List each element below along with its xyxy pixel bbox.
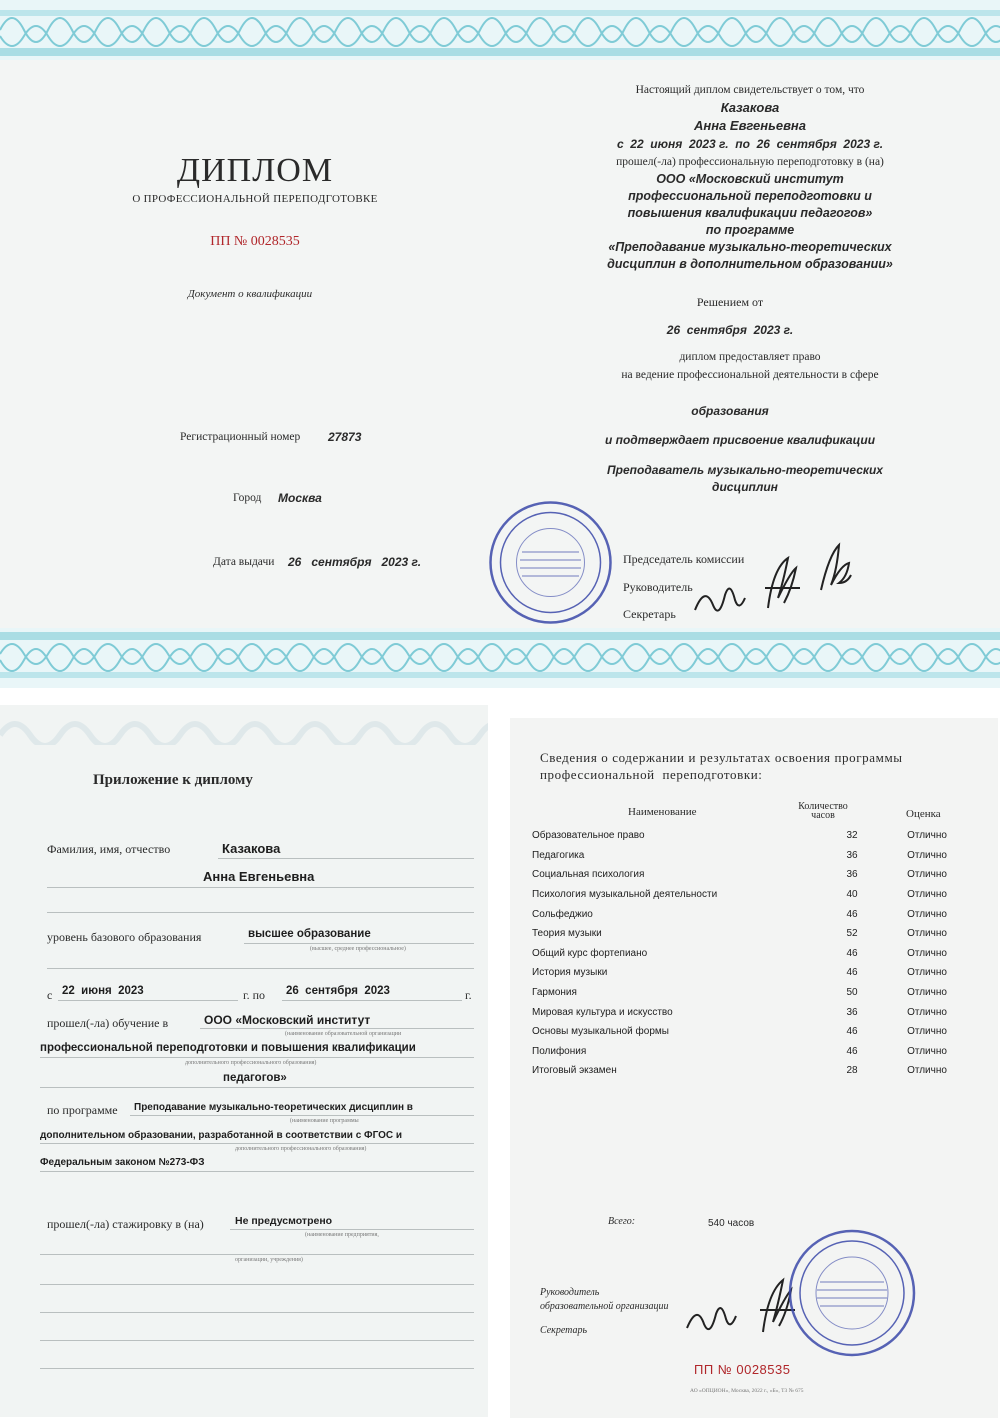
to-prefix: г. по [243,988,265,1002]
subject-grade: Отлично [907,1026,947,1038]
total-value: 540 часов [708,1218,755,1229]
doc-type: Документ о квалификации [187,288,313,300]
table-row [532,924,972,944]
subject-grade: Отлично [907,1065,947,1077]
table-row [532,826,972,846]
program-line-1: «Преподавание музыкально-теоретических [608,240,892,254]
subject-grade: Отлично [907,928,947,940]
city-value: Москва [278,491,322,505]
decorative-top-band [0,0,1000,60]
intro-text: Настоящий диплом свидетельствует о том, что [635,84,865,96]
diploma-spread [0,0,1000,688]
table-row [532,1042,972,1062]
subject-hours: 50 [846,987,858,999]
table-row [532,1061,972,1081]
passed-text: прошел(-ла) профессиональную переподготовку в (на) [616,156,884,168]
total-label: Всего: [608,1216,636,1227]
base-education-label: уровень базового образования [47,930,202,944]
subject-grade: Отлично [907,869,947,881]
diploma-subtitle: О ПРОФЕССИОНАЛЬНОЙ ПЕРЕПОДГОТОВКЕ [132,193,378,205]
chair-signature [815,540,865,605]
table-row [532,846,972,866]
org-line-1: ООО «Московский институт [656,172,844,186]
reg-number-label: Регистрационный номер [180,431,301,443]
results-heading-2: профессиональной переподготовки: [540,767,763,782]
org-hint-2: дополнительного профессионального образования) [185,1060,317,1066]
table-row [532,983,972,1003]
subject-hours: 46 [846,908,858,920]
subject-name: Сольфеджио [532,908,593,920]
internship-hint-2: организации, учреждения) [235,1257,303,1263]
diploma-number: ПП № 0028535 [210,234,300,249]
subject-name: Общий курс фортепиано [532,947,648,959]
printer-info: АО «ОПЦИОН», Москва, 2022 г., «Б», Т3 № 675 [690,1388,804,1394]
head-label-2: образовательной организации [540,1301,669,1312]
from-date: 22 июня 2023 [62,985,144,997]
subject-hours: 46 [846,1045,858,1057]
holder-surname: Казакова [720,100,780,115]
table-row [532,1002,972,1022]
fio-surname: Казакова [222,841,281,856]
sphere-value: образования [691,404,769,418]
subject-hours: 36 [846,849,858,861]
org-line-2: профессиональной переподготовки и [628,189,872,203]
study-org-2: профессиональной переподготовки и повышения квалификации [40,1042,416,1054]
subject-name: Основы музыкальной формы [532,1026,669,1038]
col-name-header: Наименование [628,806,697,818]
base-education-value: высшее образование [248,928,371,940]
internship-value: Не предусмотрено [235,1215,333,1227]
secretary-label-2: Секретарь [540,1325,588,1336]
table-row [532,904,972,924]
decorative-watermark-band [0,705,488,745]
subject-name: Социальная психология [532,869,645,881]
col-grade-header: Оценка [906,808,941,820]
program-line-3: Федеральным законом №273-ФЗ [40,1157,205,1168]
subject-hours: 46 [846,947,858,959]
table-row [532,963,972,983]
org-hint-1: (наименование образовательной организации [285,1031,402,1037]
study-label: прошел(-ла) обучение в [47,1016,169,1030]
table-row [532,885,972,905]
appendix-number: ПП № 0028535 [694,1362,791,1377]
internship-label: прошел(-ла) стажировку в (на) [47,1217,204,1231]
subject-hours: 40 [846,889,858,901]
org-line-3: повышения квалификации педагогов» [627,206,873,220]
subjects-table [532,826,972,1081]
study-org-3: педагогов» [223,1072,287,1084]
subject-grade: Отлично [907,849,947,861]
year-suffix: г. [465,988,472,1002]
head-label-1: Руководитель [540,1287,600,1298]
decision-label: Решением от [696,295,764,309]
subject-grade: Отлично [907,967,947,979]
fio-label: Фамилия, имя, отчество [47,842,171,856]
subject-name: Полифония [532,1045,587,1057]
confirms-text: и подтверждает присвоение квалификации [604,433,876,447]
subject-hours: 36 [846,869,858,881]
decision-date: 26 сентября 2023 г. [666,323,794,337]
program-line-2: дополнительном образовании, разработанной в соответствии с ФГОС и [40,1130,403,1141]
subject-grade: Отлично [907,908,947,920]
subject-hours: 52 [846,928,858,940]
subject-grade: Отлично [907,987,947,999]
subject-grade: Отлично [907,1006,947,1018]
base-education-hint: (высшее, среднее профессиональное) [310,946,406,952]
program-line-1: Преподавание музыкально-теоретических дисциплин в [134,1102,413,1113]
program-line-2: дисциплин в дополнительном образовании» [607,257,893,271]
chair-label: Председатель комиссии [623,552,745,566]
subject-name: Гармония [532,987,577,999]
issue-date-label: Дата выдачи [213,556,275,568]
reg-number-value: 27873 [328,430,362,444]
table-row [532,865,972,885]
institution-stamp-2 [787,1228,917,1358]
holder-name: Анна Евгеньевна [693,118,807,133]
subject-name: Психология музыкальной деятельности [532,889,718,901]
subject-name: Педагогика [532,849,585,861]
study-org-1: ООО «Московский институт [204,1013,371,1027]
secretary-signature-2 [682,1300,740,1347]
table-row [532,944,972,964]
subject-name: История музыки [532,967,608,979]
subject-name: Итоговый экзамен [532,1065,617,1077]
city-label: Город [233,492,262,504]
program-label: по программе [47,1103,118,1117]
subject-hours: 36 [846,1006,858,1018]
grants-line-1: диплом предоставляет право [679,351,821,363]
qualification-line-2: дисциплин [712,480,778,494]
subject-grade: Отлично [907,1045,947,1057]
decorative-bottom-band [0,628,1000,688]
subject-hours: 46 [846,1026,858,1038]
subject-name: Мировая культура и искусство [532,1006,673,1018]
head-label: Руководитель [623,580,693,594]
secretary-signature [690,580,750,630]
head-signature [760,548,805,623]
program-hint-2: дополнительного профессионального образования) [235,1146,367,1152]
subject-name: Образовательное право [532,830,645,842]
from-prefix: с [47,988,53,1002]
col-hours-header: Количество часов [798,801,848,821]
subject-name: Теория музыки [532,928,602,940]
appendix-title: Приложение к диплому [93,772,253,788]
secretary-label: Секретарь [623,607,676,621]
fio-name: Анна Евгеньевна [203,869,315,884]
study-period: с 22 июня 2023 г. по 26 сентября 2023 г. [616,137,884,151]
results-heading-1: Сведения о содержании и результатах освоения программы [540,750,903,765]
to-date: 26 сентября 2023 [286,985,390,997]
subject-hours: 28 [846,1065,858,1077]
subject-hours: 32 [846,830,858,842]
by-program: по программе [705,223,795,237]
institution-stamp [488,500,613,625]
subject-hours: 46 [846,967,858,979]
subject-grade: Отлично [907,947,947,959]
grants-line-2: на ведение профессиональной деятельности в сфере [621,369,879,381]
subject-grade: Отлично [907,830,947,842]
program-hint-1: (наименование программы [290,1118,359,1124]
qualification-line-1: Преподаватель музыкально-теоретических [607,463,883,477]
issue-date-value: 26 сентября 2023 г. [288,555,422,569]
table-row [532,1022,972,1042]
internship-hint-1: (наименование предприятия, [305,1232,379,1238]
diploma-title: ДИПЛОМ [176,152,334,189]
subject-grade: Отлично [907,889,947,901]
